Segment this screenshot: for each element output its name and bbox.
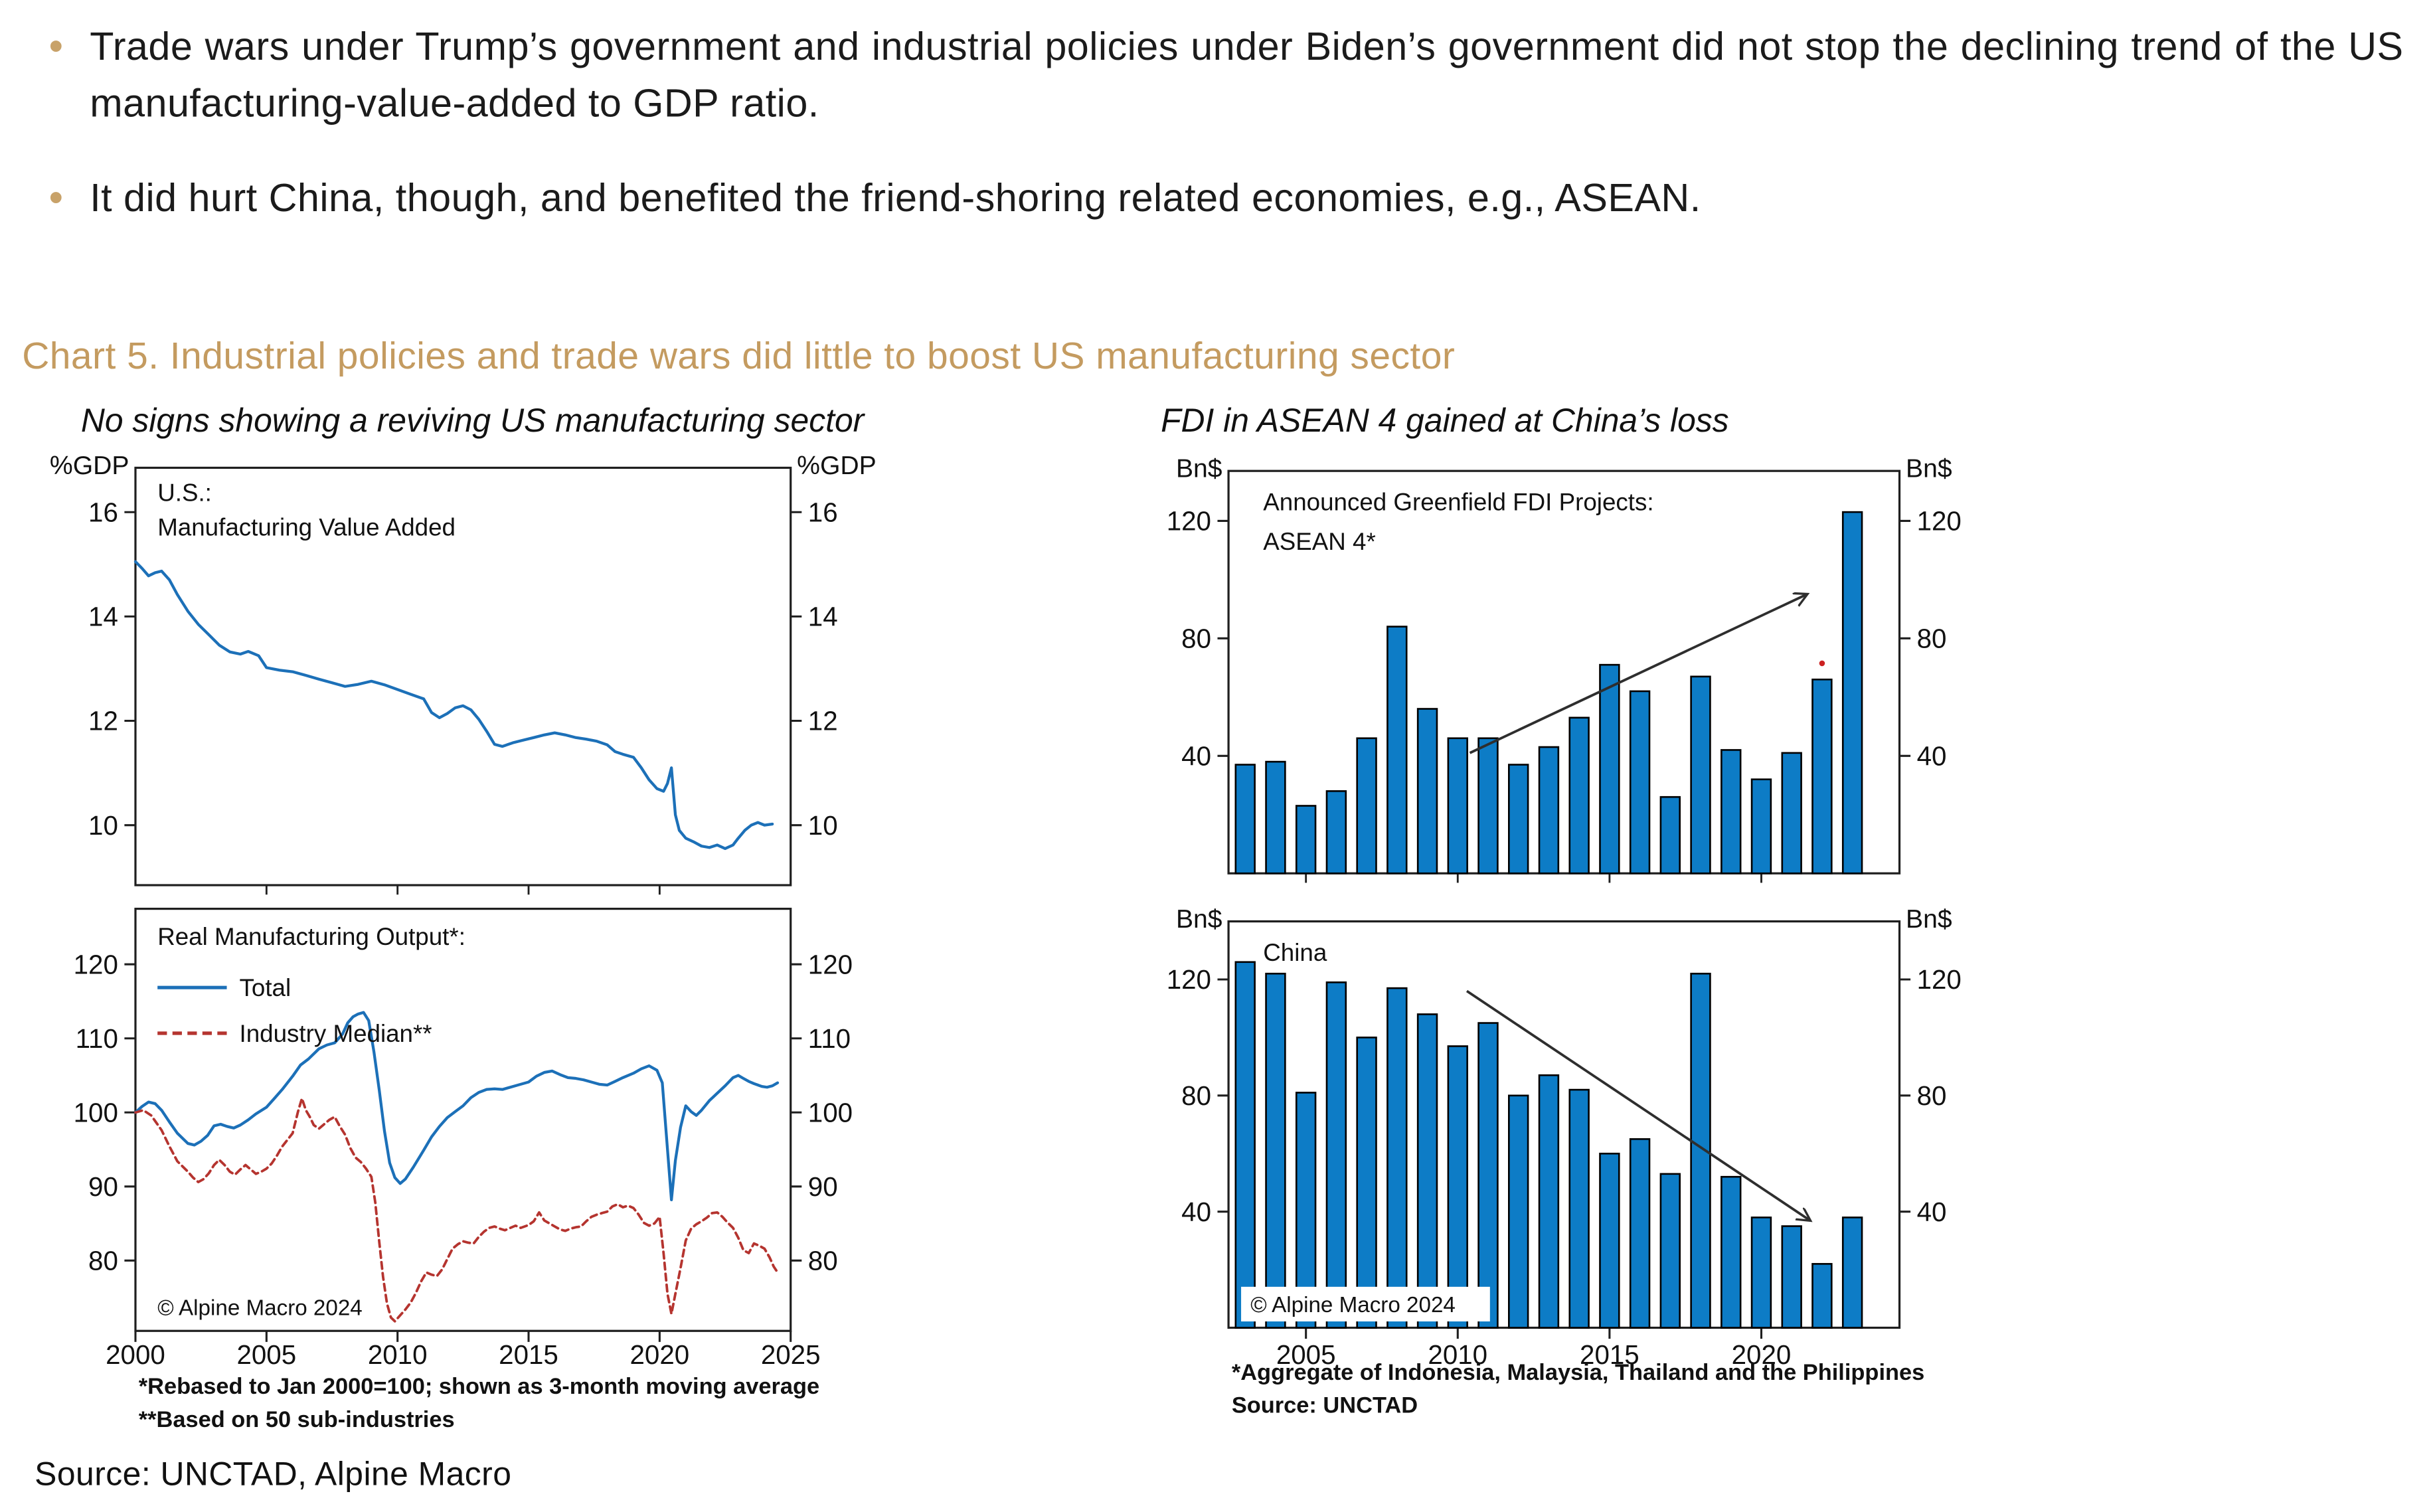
- y-tick-label: 80: [1916, 1080, 1947, 1112]
- legend-label: Total: [239, 974, 292, 1002]
- bar: [1418, 1014, 1437, 1327]
- y-tick-label: 120: [1916, 964, 1962, 995]
- y-tick-label: 10: [88, 809, 118, 841]
- bar: [1357, 1037, 1377, 1327]
- bar: [1782, 1226, 1802, 1328]
- y-tick-label: 120: [1166, 964, 1211, 995]
- footnote-line: *Rebased to Jan 2000=100; shown as 3-month moving average: [138, 1375, 820, 1400]
- bullet-dot-icon: •: [48, 22, 64, 70]
- bar: [1509, 765, 1528, 874]
- right-figure-subtitle: FDI in ASEAN 4 gained at China’s loss: [1161, 403, 1729, 440]
- left-figure-subtitle: No signs showing a reviving US manufacturing sector: [80, 403, 865, 440]
- bar: [1721, 750, 1740, 873]
- bar: [1782, 753, 1802, 873]
- y-tick-label: 90: [88, 1171, 118, 1203]
- bar: [1448, 738, 1468, 873]
- y-tick-label: 80: [1181, 623, 1211, 654]
- unit-label: Bn$: [1175, 454, 1222, 483]
- y-tick-label: 90: [807, 1171, 838, 1203]
- legend-title: Real Manufacturing Output*:: [157, 923, 465, 951]
- x-tick-label: 2000: [106, 1339, 165, 1371]
- y-tick-label: 12: [88, 705, 118, 736]
- unit-label: Bn$: [1175, 905, 1222, 934]
- y-tick-label: 40: [1916, 740, 1947, 772]
- bar: [1570, 1090, 1589, 1327]
- right-figure-footnotes: [1232, 1358, 1924, 1424]
- bar: [1661, 1174, 1680, 1328]
- us-rmo-chart: [31, 882, 913, 1380]
- y-tick-label: 120: [73, 949, 118, 980]
- bar: [1539, 1075, 1558, 1327]
- chart-section-title: Chart 5. Industrial policies and trade wars did little to boost US manufacturing sector: [22, 335, 1456, 378]
- bar: [1691, 677, 1711, 873]
- bar: [1843, 1217, 1862, 1327]
- x-tick-label: 2010: [1428, 1339, 1488, 1371]
- y-tick-label: 80: [1181, 1080, 1211, 1112]
- asean-fdi-chart: [1126, 444, 2008, 882]
- unit-label: Bn$: [1905, 454, 1952, 483]
- bar: [1630, 1139, 1649, 1327]
- bar: [1387, 627, 1406, 874]
- bullet-dot-icon: •: [48, 173, 64, 221]
- y-tick-label: 100: [807, 1097, 853, 1128]
- bar: [1236, 962, 1255, 1328]
- copyright-label: © Alpine Macro 2024: [1250, 1292, 1456, 1317]
- y-tick-label: 40: [1181, 740, 1211, 772]
- unit-label: Bn$: [1905, 905, 1952, 934]
- left-figure-footnotes: [139, 1372, 819, 1438]
- y-tick-label: 12: [807, 705, 838, 736]
- us-mva-chart: [31, 441, 913, 907]
- footnote-line: *Aggregate of Indonesia, Malaysia, Thailand and the Philippines: [1231, 1361, 1925, 1386]
- bar: [1327, 791, 1346, 873]
- y-tick-label: 40: [1181, 1196, 1211, 1227]
- x-tick-label: 2025: [760, 1339, 821, 1371]
- bar: [1266, 973, 1286, 1327]
- y-tick-label: 16: [88, 497, 118, 528]
- y-tick-label: 120: [807, 949, 853, 980]
- x-tick-label: 2015: [499, 1339, 558, 1371]
- y-tick-label: 14: [807, 601, 838, 632]
- bar: [1600, 665, 1619, 873]
- footnote-line: Source: UNCTAD: [1231, 1394, 1418, 1420]
- x-tick-label: 2015: [1580, 1339, 1639, 1371]
- bullet-text: It did hurt China, though, and benefited the friend-shoring related economies, e.g., ASEAN.: [90, 176, 1701, 221]
- copyright-label: © Alpine Macro 2024: [157, 1296, 363, 1321]
- bar: [1327, 982, 1346, 1327]
- panel-title: Manufacturing Value Added: [157, 513, 456, 541]
- bar: [1843, 512, 1862, 873]
- plot-frame: [135, 909, 791, 1331]
- panel-title: China: [1263, 938, 1327, 966]
- bar: [1418, 709, 1437, 873]
- unit-label: %GDP: [49, 451, 129, 480]
- y-tick-label: 40: [1916, 1196, 1947, 1227]
- bar: [1387, 988, 1406, 1327]
- panel-title: Announced Greenfield FDI Projects:: [1263, 488, 1654, 516]
- bar: [1630, 691, 1649, 873]
- source-line: Source: UNCTAD, Alpine Macro: [35, 1457, 512, 1493]
- bar: [1721, 1177, 1740, 1327]
- unit-label: %GDP: [797, 451, 877, 480]
- series-line: [135, 562, 772, 849]
- bar: [1296, 805, 1315, 873]
- x-tick-label: 2005: [1276, 1339, 1336, 1371]
- bar: [1509, 1096, 1528, 1328]
- x-tick-label: 2010: [367, 1339, 428, 1371]
- bar: [1813, 1264, 1832, 1327]
- bar: [1661, 797, 1680, 873]
- panel-title: ASEAN 4*: [1263, 527, 1376, 555]
- y-tick-label: 100: [73, 1097, 118, 1128]
- bar: [1539, 747, 1558, 873]
- bar: [1752, 1217, 1771, 1327]
- y-tick-label: 80: [1916, 623, 1947, 654]
- bullet-item: [47, 170, 2403, 226]
- china-fdi-chart: [1126, 876, 2008, 1405]
- x-tick-label: 2005: [236, 1339, 297, 1371]
- y-tick-label: 80: [88, 1245, 118, 1276]
- bar: [1600, 1153, 1619, 1327]
- x-tick-label: 2020: [630, 1339, 690, 1371]
- bar: [1570, 718, 1589, 873]
- y-tick-label: 110: [75, 1023, 118, 1054]
- bar: [1448, 1047, 1468, 1328]
- y-tick-label: 14: [88, 601, 118, 632]
- x-tick-label: 2020: [1731, 1339, 1792, 1371]
- bar: [1479, 1023, 1498, 1328]
- bullet-text: Trade wars under Trump’s government and industrial policies under Biden’s government did not stop the declining trend of the US manufacturing-value-added to GDP ratio.: [90, 25, 2404, 126]
- bar: [1266, 762, 1286, 873]
- bar: [1479, 738, 1498, 873]
- y-tick-label: 110: [807, 1023, 851, 1054]
- y-tick-label: 120: [1166, 505, 1211, 537]
- bar: [1813, 679, 1832, 873]
- bar: [1752, 780, 1771, 874]
- bullet-list: [47, 19, 2403, 226]
- y-tick-label: 10: [807, 809, 838, 841]
- red-dot-marker: [1819, 661, 1825, 667]
- bar: [1357, 738, 1377, 873]
- y-tick-label: 120: [1916, 505, 1962, 537]
- bar: [1236, 765, 1255, 874]
- bullet-item: [47, 19, 2403, 132]
- y-tick-label: 80: [807, 1245, 838, 1276]
- legend-label: Industry Median**: [239, 1020, 432, 1048]
- y-tick-label: 16: [807, 497, 838, 528]
- panel-title: U.S.:: [157, 479, 212, 507]
- footnote-line: **Based on 50 sub-industries: [138, 1408, 455, 1434]
